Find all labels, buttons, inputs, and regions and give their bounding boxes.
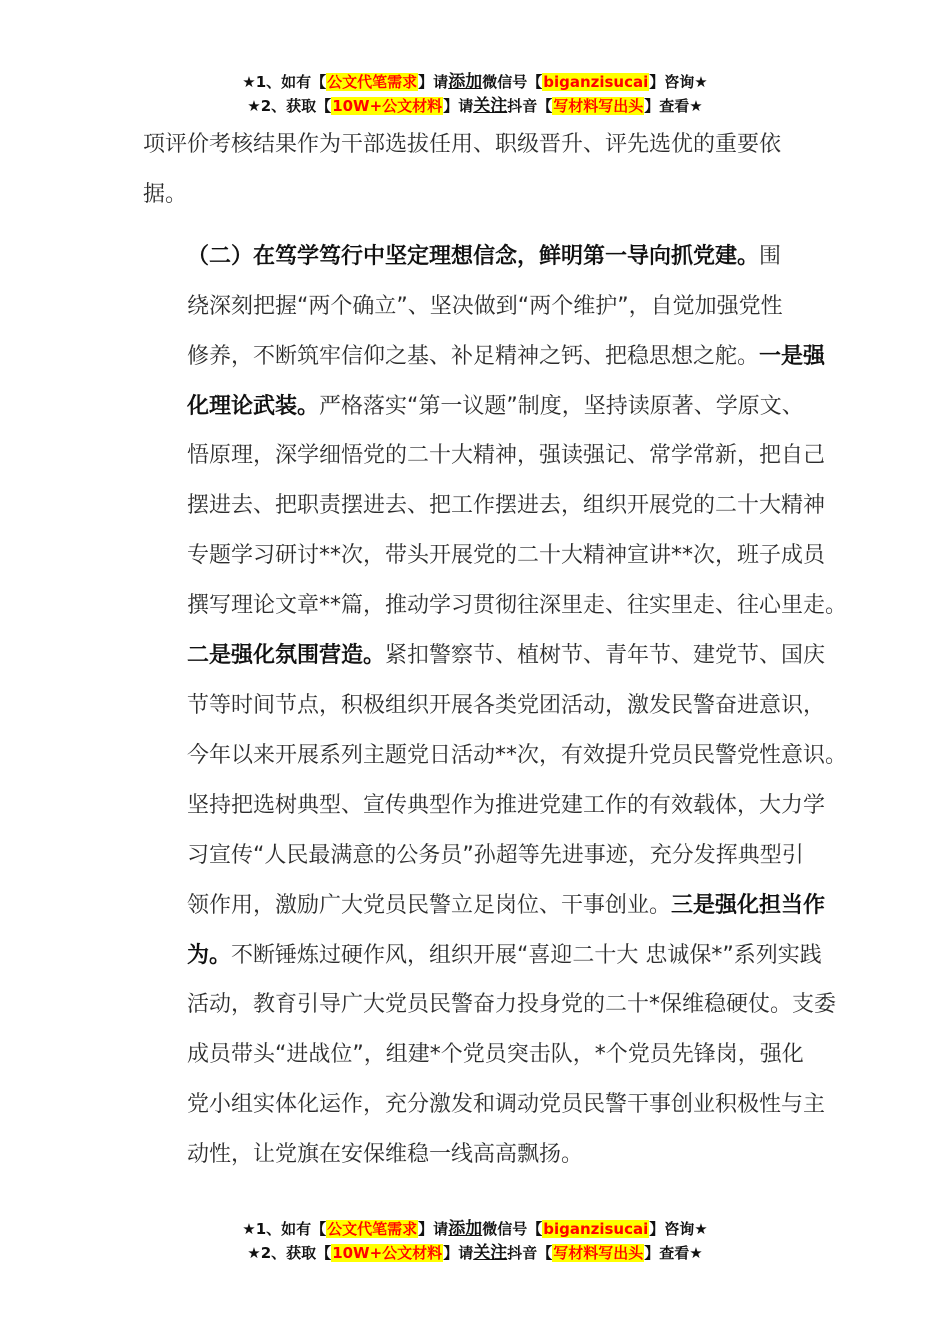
wechat-id-highlight: biganzisucai bbox=[543, 1220, 649, 1238]
section-heading: （二）在笃学笃行中坚定理想信念，鲜明第一导向抓党建。 bbox=[187, 243, 760, 269]
text-run: 围 bbox=[759, 243, 782, 269]
text-run: 严格落实“第一议题”制度，坚持读原著、学原文、 bbox=[319, 393, 804, 419]
subheading-bold: 一是强 bbox=[759, 343, 826, 369]
banner-text: 】查看★ bbox=[644, 97, 703, 115]
banner-text: 】请 bbox=[443, 1244, 474, 1262]
text-run: 领作用，激励广大党员民警立足岗位、干事创业。 bbox=[187, 892, 672, 918]
douyin-id-highlight: 写材料写出头 bbox=[553, 97, 644, 115]
banner-text: 】请 bbox=[418, 73, 449, 91]
banner-highlight: 10W+公文材料 bbox=[332, 1244, 443, 1262]
banner-text: 抖音【 bbox=[507, 97, 553, 115]
banner-text: ★1、如有【 bbox=[242, 1220, 327, 1238]
text-line: 节等时间节点，积极组织开展各类党团活动，激发民警奋进意识， bbox=[187, 692, 826, 718]
banner-text: ★1、如有【 bbox=[242, 73, 327, 91]
text-line: 项评价考核结果作为干部选拔任用、职级晋升、评先选优的重要依 bbox=[143, 132, 782, 157]
text-run: 修养，不断筑牢信仰之基、补足精神之钙、把稳思想之舵。 bbox=[187, 343, 760, 369]
text-run: 不断锤炼过硬作风，组织开展“喜迎二十大 忠诚保*”系列实践 bbox=[231, 942, 822, 968]
banner-text: 】咨询★ bbox=[649, 73, 708, 91]
banner-emphasis: 关注 bbox=[473, 1243, 508, 1263]
text-line: 坚持把选树典型、宣传典型作为推进党建工作的有效载体，大力学 bbox=[187, 792, 826, 818]
banner-text: 微信号【 bbox=[482, 73, 543, 91]
text-run: 紧扣警察节、植树节、青年节、建党节、国庆 bbox=[385, 643, 826, 669]
banner-line-2 bbox=[0, 94, 950, 118]
subheading-bold: 为。 bbox=[187, 942, 232, 968]
banner-text: 抖音【 bbox=[507, 1244, 553, 1262]
document-body bbox=[143, 120, 848, 1180]
wechat-id-highlight: biganzisucai bbox=[543, 73, 649, 91]
text-line: 摆进去、把职责摆进去、把工作摆进去，组织开展党的二十大精神 bbox=[187, 493, 826, 519]
text-line: 活动，教育引导广大党员民警奋力投身党的二十*保维稳硬仗。支委 bbox=[187, 992, 837, 1018]
subheading-bold: 三是强化担当作 bbox=[671, 892, 826, 918]
subheading-bold: 二是强化氛围营造。 bbox=[187, 643, 386, 669]
text-line: 悟原理，深学细悟党的二十大精神，强读强记、常学常新，把自己 bbox=[187, 443, 826, 469]
banner-emphasis: 关注 bbox=[473, 96, 508, 116]
douyin-id-highlight: 写材料写出头 bbox=[553, 1244, 644, 1262]
text-line: 党小组实体化运作，充分激发和调动党员民警干事创业积极性与主 bbox=[187, 1092, 826, 1118]
header-banner bbox=[0, 70, 950, 118]
banner-text: 】查看★ bbox=[644, 1244, 703, 1262]
text-line: 据。 bbox=[143, 181, 188, 207]
banner-text: 】请 bbox=[443, 97, 474, 115]
text-line: 撰写理论文章**篇，推动学习贯彻往深里走、往实里走、往心里走。 bbox=[187, 593, 848, 619]
text-line: 绕深刻把握“两个确立”、坚决做到“两个维护”，自觉加强党性 bbox=[187, 293, 783, 319]
banner-highlight: 10W+公文材料 bbox=[332, 97, 443, 115]
banner-text: 】咨询★ bbox=[649, 1220, 708, 1238]
text-line: 今年以来开展系列主题党日活动**次，有效提升党员民警党性意识。 bbox=[187, 742, 848, 768]
subheading-bold: 化理论武装。 bbox=[187, 393, 320, 419]
banner-text: 微信号【 bbox=[482, 1220, 543, 1238]
banner-text: ★2、获取【 bbox=[247, 1244, 332, 1262]
banner-highlight: 公文代笔需求 bbox=[327, 73, 418, 91]
banner-highlight: 公文代笔需求 bbox=[327, 1220, 418, 1238]
banner-emphasis: 添加 bbox=[448, 72, 483, 92]
paragraph-party-building bbox=[143, 232, 848, 1180]
banner-emphasis: 添加 bbox=[448, 1219, 483, 1239]
banner-text: ★2、获取【 bbox=[247, 97, 332, 115]
banner-line-1 bbox=[0, 1217, 950, 1241]
text-line: 动性，让党旗在安保维稳一线高高飘扬。 bbox=[187, 1142, 584, 1168]
text-line: 专题学习研讨**次，带头开展党的二十大精神宣讲**次，班子成员 bbox=[187, 543, 826, 569]
banner-text: 】请 bbox=[418, 1220, 449, 1238]
footer-banner bbox=[0, 1217, 950, 1265]
paragraph-continued bbox=[143, 120, 815, 220]
banner-line-2 bbox=[0, 1241, 950, 1265]
banner-line-1 bbox=[0, 70, 950, 94]
text-line: 成员带头“进战位”，组建*个党员突击队，*个党员先锋岗，强化 bbox=[187, 1042, 804, 1068]
text-line: 习宣传“人民最满意的公务员”孙超等先进事迹，充分发挥典型引 bbox=[187, 842, 804, 868]
